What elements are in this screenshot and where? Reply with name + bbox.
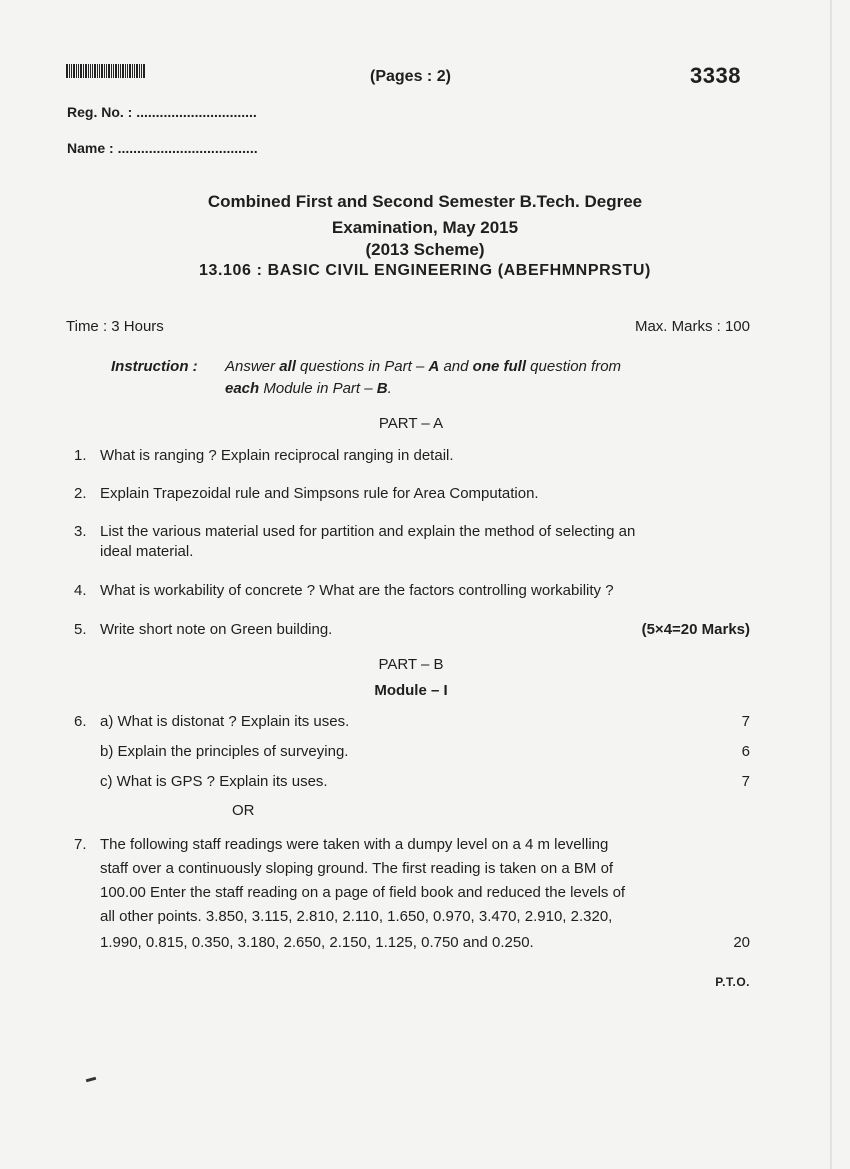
instruction-label: Instruction : <box>111 358 198 375</box>
sub-question-marks: 7 <box>741 773 750 790</box>
page-count: (Pages : 2) <box>370 68 451 85</box>
part-a-marks: (5×4=20 Marks) <box>641 621 750 638</box>
question-number: 4. <box>74 582 87 599</box>
reg-no-field: Reg. No. : ............................... <box>67 104 257 120</box>
sub-question-marks: 6 <box>741 743 750 760</box>
question-number: 2. <box>74 485 87 502</box>
part-b-heading: PART – B <box>378 656 444 673</box>
exam-title-line3: (2013 Scheme) <box>365 240 485 259</box>
sub-question-c: c) What is GPS ? Explain its uses. <box>100 773 328 790</box>
question-text-line4: all other points. 3.850, 3.115, 2.810, 2.110, 1.650, 0.970, 3.470, 2.910, 2.320, <box>100 908 613 925</box>
question-text: What is ranging ? Explain reciprocal ranging in detail. <box>100 447 454 464</box>
barcode-image <box>66 64 158 78</box>
question-text: Explain Trapezoidal rule and Simpsons rule for Area Computation. <box>100 485 539 502</box>
question-number: 7. <box>74 836 87 853</box>
question-7-marks: 20 <box>733 934 750 951</box>
instruction-line2: each Module in Part – B. <box>225 380 392 397</box>
instruction-text <box>225 356 621 400</box>
sub-question-a: a) What is distonat ? Explain its uses. <box>100 713 350 730</box>
sub-question-b: b) Explain the principles of surveying. <box>100 743 349 760</box>
max-marks: Max. Marks : 100 <box>634 318 750 335</box>
question-text: What is workability of concrete ? What are the factors controlling workability ? <box>100 582 614 599</box>
question-text-line3: 100.00 Enter the staff reading on a page of field book and reduced the levels of <box>100 884 626 901</box>
paper-code: 3338 <box>690 63 741 88</box>
name-field: Name : .................................... <box>67 140 258 156</box>
question-text-line5: 1.990, 0.815, 0.350, 3.180, 2.650, 2.150, 1.125, 0.750 and 0.250. <box>100 934 534 951</box>
question-text-line1: The following staff readings were taken with a dumpy level on a 4 m levelling <box>100 836 609 853</box>
or-separator: OR <box>232 802 255 819</box>
pen-mark <box>86 1077 96 1082</box>
exam-title-line2: Examination, May 2015 <box>331 218 519 237</box>
time-allowed: Time : 3 Hours <box>66 318 164 335</box>
question-text-line2: ideal material. <box>100 543 194 560</box>
question-number: 5. <box>74 621 87 638</box>
question-number: 1. <box>74 447 87 464</box>
part-a-heading: PART – A <box>378 415 444 432</box>
question-text-line2: staff over a continuously sloping ground. The first reading is taken on a BM of <box>100 860 614 877</box>
page-edge-shadow <box>830 0 832 1169</box>
instruction-block <box>111 356 622 397</box>
question-text-line1: List the various material used for partition and explain the method of selecting an <box>100 523 636 540</box>
question-text: Write short note on Green building. <box>100 621 333 638</box>
module-heading: Module – I <box>374 682 448 699</box>
pto-note: P.T.O. <box>715 975 750 989</box>
exam-title-line1: Combined First and Second Semester B.Tech. Degree <box>207 192 643 211</box>
sub-question-marks: 7 <box>741 713 750 730</box>
instruction-line1: Answer all questions in Part – A and one full question from <box>225 358 622 375</box>
question-number: 6. <box>74 713 87 730</box>
question-number: 3. <box>74 523 87 540</box>
course-title: 13.106 : BASIC CIVIL ENGINEERING (ABEFHMNPRSTU) <box>199 262 651 279</box>
